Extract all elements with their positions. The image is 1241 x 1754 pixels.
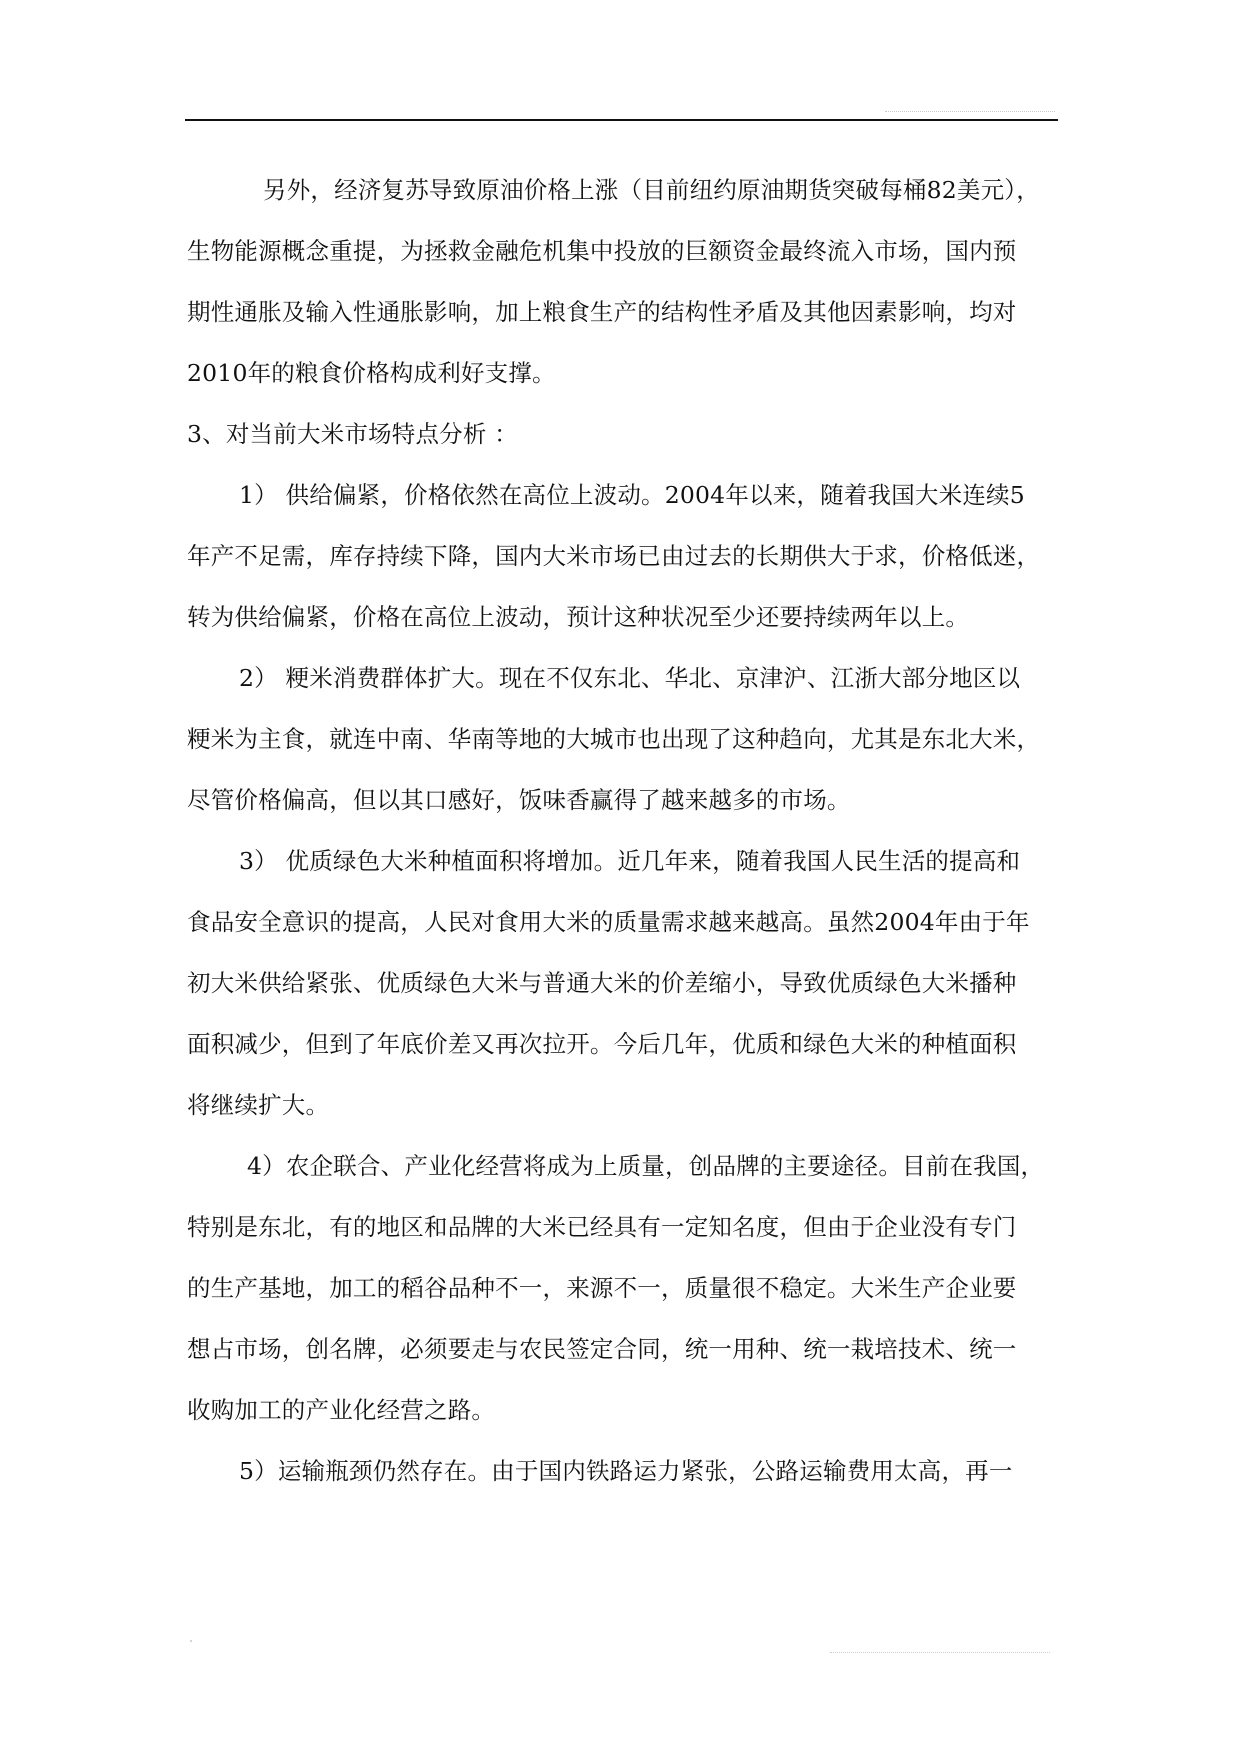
- text-line: 粳米为主食，就连中南、华南等地的大城市也出现了这种趋向，尤其是东北大米，: [187, 725, 1041, 753]
- text-line: 期性通胀及输入性通胀影响，加上粮食生产的结构性矛盾及其他因素影响，均对: [187, 298, 1017, 326]
- document-body: [187, 160, 1067, 1502]
- text-line: 面积减少，但到了年底价差又再次拉开。今后几年，优质和绿色大米的种植面积: [187, 1030, 1017, 1058]
- text-line: 2） 粳米消费群体扩大。现在不仅东北、华北、京津沪、江浙大部分地区以: [239, 664, 1021, 692]
- text-line: 食品安全意识的提高，人民对食用大米的质量需求越来越高。虽然2004年由于年: [187, 908, 1030, 936]
- section-heading: 3、对当前大米市场特点分析 ：: [187, 420, 518, 448]
- header-faint-rule: [885, 111, 1055, 114]
- text-line: 尽管价格偏高，但以其口感好，饭味香赢得了越来越多的市场。: [187, 786, 851, 814]
- footer-faint-rule: [830, 1652, 1050, 1655]
- text-line: 的生产基地，加工的稻谷品种不一，来源不一，质量很不稳定。大米生产企业要: [187, 1274, 1017, 1302]
- text-line: 生物能源概念重提，为拯救金融危机集中投放的巨额资金最终流入市场，国内预: [187, 237, 1017, 265]
- text-line: 年产不足需，库存持续下降，国内大米市场已由过去的长期供大于求，价格低迷，: [187, 542, 1041, 570]
- text-line: 想占市场，创名牌，必须要走与农民签定合同，统一用种、统一栽培技术、统一: [187, 1335, 1017, 1363]
- text-line: 1） 供给偏紧，价格依然在高位上波动。2004年以来，随着我国大米连续5: [239, 481, 1025, 509]
- text-line: 3） 优质绿色大米种植面积将增加。近几年来，随着我国人民生活的提高和: [239, 847, 1021, 875]
- header-rule: [185, 119, 1058, 121]
- text-line: 转为供给偏紧，价格在高位上波动，预计这种状况至少还要持续两年以上。: [187, 603, 970, 631]
- text-line: 4）农企联合、产业化经营将成为上质量，创品牌的主要途径。目前在我国，: [247, 1152, 1045, 1180]
- text-line: 将继续扩大。: [187, 1091, 330, 1119]
- text-line: 2010年的粮食价格构成利好支撑。: [187, 359, 556, 387]
- footer-mark: [190, 1640, 192, 1642]
- text-line: 另外，经济复苏导致原油价格上涨（目前纽约原油期货突破每桶82美元），: [263, 176, 1040, 204]
- text-line: 特别是东北，有的地区和品牌的大米已经具有一定知名度，但由于企业没有专门: [187, 1213, 1017, 1241]
- text-line: 收购加工的产业化经营之路。: [187, 1396, 496, 1424]
- text-line: 初大米供给紧张、优质绿色大米与普通大米的价差缩小，导致优质绿色大米播种: [187, 969, 1017, 997]
- text-line: 5）运输瓶颈仍然存在。由于国内铁路运力紧张，公路运输费用太高，再一: [239, 1457, 1013, 1485]
